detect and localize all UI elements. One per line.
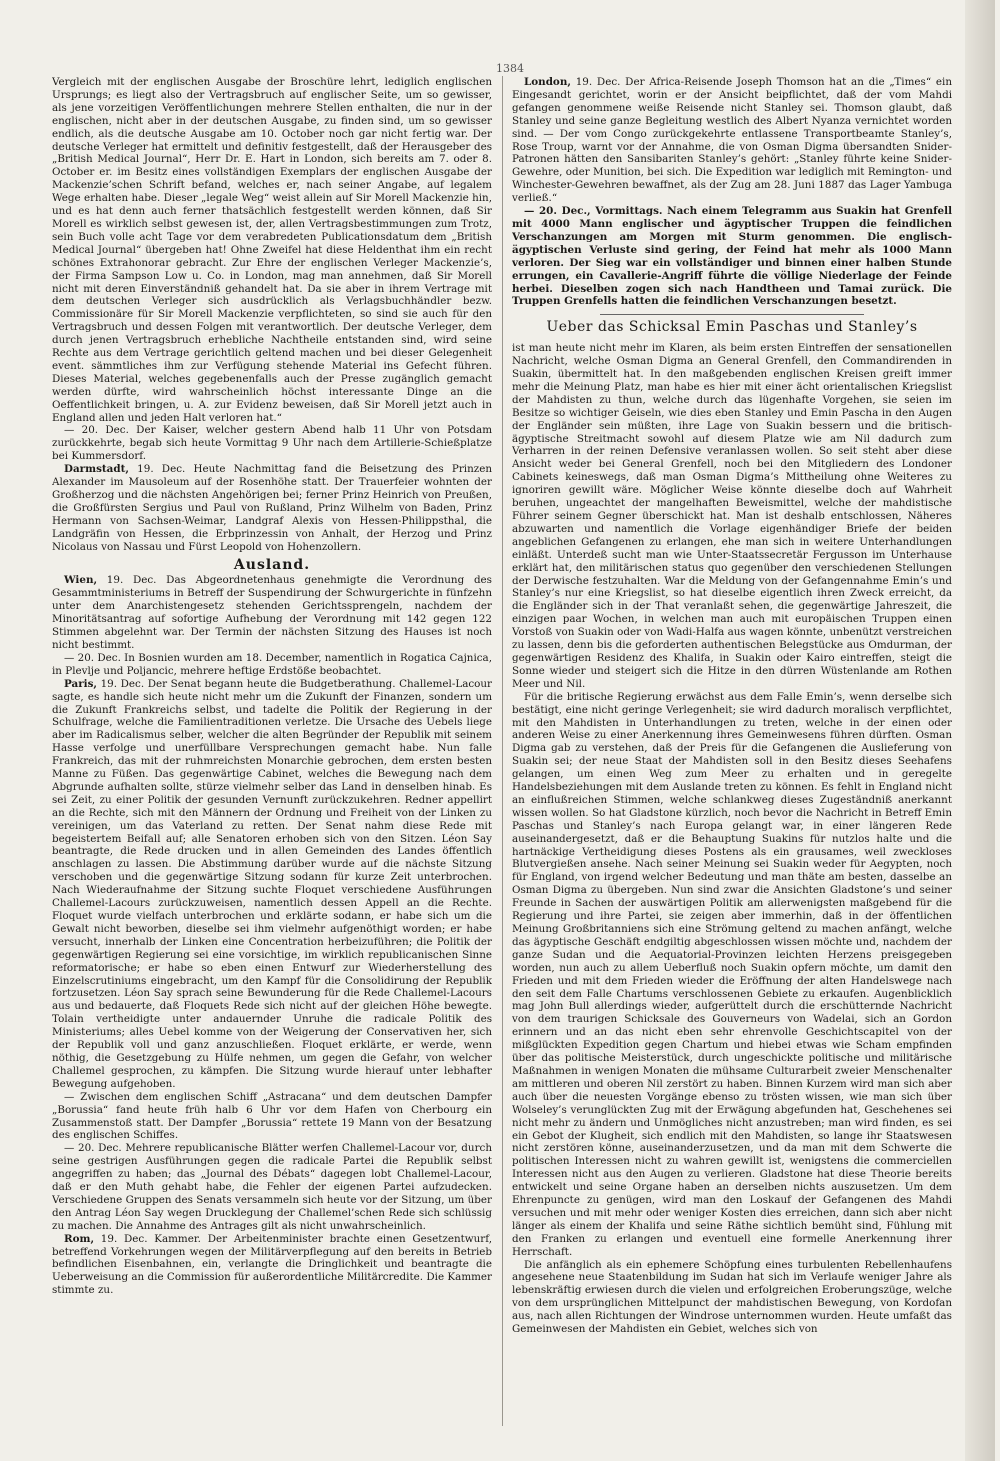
right-column [512,76,952,1426]
article-paragraph: — Zwischen dem englischen Schiff „Astracana“ und dem deutschen Dampfer „Borussia“ fand heute früh halb 6 Uhr vor dem Hafen von Cherbourg ein Zusammenstoß statt. Der Dampfer „Borussia“ rettete 19 Mann von der Besatzung des englischen Schiffes. [52,1090,492,1142]
article-paragraph: London, 19. Dec. Der Africa-Reisende Joseph Thomson hat an die „Times“ ein Eingesandt gerichtet, worin er der Ansicht beipflichtet, daß der vom Mahdi gefangen genommene weiße Reisende nicht Stanley sei. Thomson glaubt, daß Stanley und seine ganze Begleitung westlich des Albert Nyanza vernichtet worden sind. — Der vom Congo zurückgekehrte entlassene Transportbeamte Stanley’s, Rose Troup, warnt vor der Annahme, die von Osman Digma übersandten Snider-Patronen hätten den Sansibariten Stanley’s gehört: „Stanley führte keine Snider-Gewehre, oder Munition, bei sich. Die Expedition war lediglich mit Remington- und Winchester-Gewehren bewaffnet, als der Zug am 28. Juni 1887 das Lager Yambuga verließ.“ [512,76,952,205]
article-paragraph: Wien, 19. Dec. Das Abgeordnetenhaus genehmigte die Verordnung des Gesammtministeriums in Betreff der Suspendirung der Schwurgerichte in fünfzehn unter dem Anarchistengesetz stehenden Gerichtssprengeln, nachdem der Minoritätsantrag auf sofortige Aufhebung der Verordnung mit 142 gegen 122 Stimmen abgelehnt war. Der Termin der nächsten Sitzung des Hauses ist noch nicht bestimmt. [52,574,492,651]
left-column [52,76,492,1426]
article-paragraph: Rom, 19. Dec. Kammer. Der Arbeitenminister brachte einen Gesetzentwurf, betreffend Vorkehrungen wegen der Militärverpflegung auf den bereits in Betrieb befindlichen Eisenbahnen, ein, verlangte die Dringlichkeit und beantragte die Ueberweisung an die Commission für außerordentliche Militärcredite. Die Kammer stimmte zu. [52,1232,492,1297]
column-divider [502,76,503,1426]
article-paragraph: — 20. Dec. In Bosnien wurden am 18. December, namentlich in Rogatica Cajnica, in Plevlje und Poljancic, mehrere heftige Erdstöße beobachtet. [52,651,492,677]
separator-rule [600,314,864,315]
dateline-place: London, [524,76,571,88]
telegram-paragraph: — 20. Dec., Vormittags. Nach einem Telegramm aus Suakin hat Grenfell mit 4000 Mann englischer und ägyptischer Truppen die feindlichen Verschanzungen am Morgen mit Sturm genommen. Die englisch-ägyptischen Verluste sind gering, der Feind hat mehr als 1000 Mann verloren. Der Sieg war ein vollständiger und binnen einer halben Stunde errungen, ein Cavallerie-Angriff führte die völlige Niederlage der Feinde herbei. Dieselben zogen sich nach Handtheen und Tamai zurück. Die Truppen Grenfells hatten die feindlichen Verschanzungen besetzt. [512,205,952,308]
dateline-place: Paris, [64,677,98,690]
page-number: 1384 [496,62,524,75]
article-paragraph: Darmstadt, 19. Dec. Heute Nachmittag fand die Beisetzung des Prinzen Alexander im Mausoleum auf der Rosenhöhe statt. Der Trauerfeier wohnten der Großherzog und die nächsten Angehörigen bei; ferner Prinz Heinrich von Preußen, die Großfürsten Sergius und Paul von Rußland, Prinz Wilhelm von Baden, Prinz Hermann von Sachsen-Weimar, Landgraf Alexis von Hessen-Philippsthal, die Landgräfin von Hessen, die Erbprinzessin von Anhalt, der Herzog und Prinz Nicolaus von Nassau und Fürst Leopold von Hohenzollern. [52,463,492,553]
dateline-place: Wien, [64,574,98,587]
dateline-place: Rom, [64,1232,95,1245]
article-paragraph: ist man heute nicht mehr im Klaren, als beim ersten Eintreffen der sensationellen Nachricht, welche Osman Digma an General Grenfell, den Commandirenden in Suakin, übermittelt hat. In den maßgebenden englischen Kreisen greift immer mehr die Meinung Platz, man habe es hier mit einer ächt orientalischen Kriegslist der Mahdisten zu thun, welche durch das lügenhafte Vorgehen, sie seien im Besitze so wichtiger Geiseln, wie dies eben Stanley und Emin Pascha in den Augen der Engländer sein müßten, ihre Lage von Suakin bessern und die britisch-ägyptische Streitmacht sowohl auf diesem Platze wie am Nil dadurch zum Verharren in der reinen Defensive veranlassen wollen. So seit steht aber diese Ansicht weder bei General Grenfell, noch bei den Mitgliedern des Londoner Cabinets keineswegs, daß man Osman Digma’s Mittheilung ohne Weiteres zu ignoriren gewillt wäre. Möglicher Weise könnte dieselbe doch auf Wahrheit beruhen, ungeachtet der mangelhaften Beweismittel, welche der mahdistische Führer seinem Gegner überschickt hat. Man ist deshalb entschlossen, Näheres abzuwarten und namentlich die Vorlage eigenhändiger Briefe der beiden angeblichen Gefangenen zu erlangen, ehe man sich in weitere Unterhandlungen einläßt. Unterdeß sucht man wie Unter-Staatssecretär Fergusson im Unterhause erklärt hat, den militärischen status quo gegenüber den verschiedenen Stellungen der Derwische festzuhalten. War die Meldung von der Gefangennahme Emin’s und Stanley’s nur eine Kriegslist, so hat dieselbe eigentlich ihren Zweck erreicht, da die Engländer sich in der That veranlaßt sehen, die gegenwärtige Jahreszeit, die einzigen paar Wochen, in welchen man auch mit europäischen Truppen einen Vorstoß von Suakin oder von Wadi-Halfa aus wagen könnte, unbenützt verstreichen zu lassen, denn bis die geforderten authentischen Belegstücke aus Omdurman, der gegenwärtigen Residenz des Khalifa, in Suakin oder Kairo eintreffen, steigt die Sonne wieder und steigert sich die Hitze in den dürren Wüstenlande am Rothen Meer und Nil. [512,342,952,690]
section-heading: Ausland. [233,556,311,573]
article-paragraph: Für die britische Regierung erwächst aus dem Falle Emin’s, wenn derselbe sich bestätigt, eine nicht geringe Verlegenheit; sie wird dadurch moralisch verpflichtet, mit den Mahdisten in Unterhandlungen zu treten, welche in der einen oder anderen Weise zu einer Anerkennung ihres Gemeinwesens führen dürften. Osman Digma gab zu verstehen, daß der Preis für die Gefangenen die Auslieferung von Suakin sei; der neue Staat der Mahdisten soll in den Besitz dieses Seehafens gelangen, um einen Weg zum Meer zu erhalten und in geregelte Handelsbeziehungen mit dem Auslande treten zu können. Es fehlt in England nicht an einflußreichen Stimmen, welche schlankweg dieses Zugeständniß anerkannt wissen wollen. So hat Gladstone kürzlich, noch bevor die Nachricht in Betreff Emin Paschas und Stanley’s nach Europa gelangt war, in einer längeren Rede auseinandergesetzt, daß er die Behauptung Suakins für nutzlos halte und die hartnäckige Vertheidigung dieses Postens als ein grausames, weil zweckloses Blutvergießen ansehe. Nach seiner Meinung sei Suakin weder für Aegypten, noch für England, von irgend welcher Bedeutung und man thäte am besten, dasselbe an Osman Digma zu übergeben. Nun sind zwar die Ansichten Gladstone’s und seiner Freunde in Sachen der auswärtigen Politik am allerwenigsten maßgebend für die Regierung und ihre Partei, sie zeigen aber immerhin, daß in der öffentlichen Meinung Großbritanniens sich eine Strömung geltend zu machen anfängt, welche das ägyptische Geschäft endgiltig abgeschlossen wissen möchte und, nachdem der ganze Sudan und die Aequatorial-Provinzen leichten Herzens preisgegeben worden, nun auch zu allem Ueberfluß noch Suakin opfern möchte, um damit den Frieden und mit dem Frieden wieder die Eröffnung der alten Handelswege nach den seit dem Falle Chartums verschlossenen Gebiete zu erkaufen. Augenblicklich mag John Bull allerdings wieder, aufgerüttelt durch die erschütternde Nachricht von dem traurigen Schicksale des Gouverneurs von Wadelai, sich an Gordon erinnern und an das nicht eben sehr ehrenvolle Geschichtscapitel von der mißglückten Expedition gegen Chartum und hiebei etwas wie Scham empfinden über das politische Meisterstück, durch ungeschickte politische und militärische Maßnahmen in wenigen Monaten die mühsame Culturarbeit zweier Menschenalter am mittleren und oberen Nil zerstört zu haben. Binnen Kurzem wird man sich aber auch über die neuesten Vorgänge ebenso zu trösten wissen, wie man sich über Wolseley’s verunglückten Zug mit der Erwägung abgefunden hat, Geschehenes sei nicht mehr zu ändern und Unmögliches nicht anzustreben; man wird finden, es sei ein Gebot der Klugheit, sich endlich mit den Mahdisten, so lange ihr Staatswesen nicht zerstören könne, auseinanderzusetzen, und da man mit dem Schwerte die politischen Interessen nicht zu wahren gewillt ist, wenigstens die commerciellen Interessen nicht aus den Augen zu verlieren. Gladstone hat diese Theorie bereits entwickelt und seine Organe haben an derselben nichts auszusetzen. Um dem Ehrenpuncte zu genügen, wird man den Loskauf der Gefangenen des Mahdi versuchen und mit mehr oder weniger Kosten dies erreichen, dann sich aber nicht länger als einem der Khalifa und seine Räthe sichtlich bemüht sind, Fühlung mit den Franken zu erlangen und eventuell eine formelle Anerkennung ihrer Herrschaft. [512,690,952,1258]
page-edge [965,0,995,1461]
article-paragraph: Vergleich mit der englischen Ausgabe der Broschüre lehrt, lediglich englischen Ursprungs; es liegt also der Vertragsbruch auf englischer Seite, um so gewisser, als jene vorzeitigen Veröffentlichungen mehrere Stellen enthalten, die nur in der englischen, nicht aber in der deutschen Ausgabe, zu finden sind, um so gewisser endlich, als die deutsche Ausgabe am 10. October noch gar nicht fertig war. Der deutsche Verleger hat ermittelt und definitiv festgestellt, daß der Herausgeber des „British Medical Journal“, Herr Dr. E. Hart in London, sich bereits am 7. oder 8. October er. im Besitz eines vollständigen Exemplars der englischen Ausgabe der Mackenzie’schen Schrift befand, welches er, nach seiner Angabe, auf legalem Wege erhalten habe. Dieser „legale Weg“ weist allein auf Sir Morell Mackenzie hin, und es hat denn auch ferner thatsächlich festgestellt werden können, daß Sir Morell es wirklich selbst gewesen ist, der, allen Vertragsbestimmungen zum Trotz, sein Buch volle acht Tage vor dem verabredeten Publicationsdatum dem „British Medical Journal“ übergeben hat! Ohne Zweifel hat diese Heldenthat ihm ein recht schönes Extrahonorar gebracht. Zur Ehre der englischen Verleger Mackenzie’s, der Firma Sampson Low u. Co. in London, mag man annehmen, daß Sir Morell nicht mit deren Einverständniß gehandelt hat. Da sie aber in ihrem Vertrage mit dem deutschen Verleger sich ausdrücklich als Verlagsbuchhändler bezw. Commissionäre für Sir Morell Mackenzie verpflichteten, so sind sie auch für den Vertragsbruch und dessen Folgen mit verantwortlich. Der deutsche Verleger, dem durch jenen Vertragsbruch erhebliche Nachtheile entstanden sind, wird seine Rechte aus dem Vertrage gerichtlich geltend machen und bei dieser Gelegenheit event. sämmtliches ihm zur Verfügung stehende Material ins Gefecht führen. Dieses Material, welches gegebenenfalls auch der Presse zugänglich gemacht werden dürfte, wird wahrscheinlich höchst interessante Dinge an die Oeffentlichkeit bringen, u. A. zur Evidenz beweisen, daß Sir Morell jetzt auch in England allen und jeden Halt verloren hat.“ [52,76,492,424]
dateline-place: Darmstadt, [64,463,129,476]
article-paragraph: Die anfänglich als ein ephemere Schöpfung eines turbulenten Rebellenhaufens angesehene neue Staatenbildung im Sudan hat sich im Verlaufe weniger Jahre als lebenskräftig erwiesen durch die vielen und erfolgreichen Eroberungszüge, welche von dem ursprünglichen Mittelpunct der mahdistischen Bewegung, von Kordofan aus, nach allen Richtungen der Windrose unternommen wurden. Heute umfaßt das Gemeinwesen der Mahdisten ein Gebiet, welches sich von [512,1258,952,1336]
article-paragraph: — 20. Dec. Mehrere republicanische Blätter werfen Challemel-Lacour vor, durch seine gestrigen Ausführungen gegen die radicale Partei die Republik selbst angegriffen zu haben; das „Journal des Débats“ dagegen lobt Challemel-Lacour, daß er den Muth gehabt habe, die Fehler der eigenen Partei aufzudecken. Verschiedene Gruppen des Senats versammeln sich heute vor der Sitzung, um über den Antrag Léon Say wegen Drucklegung der Challemel’schen Rede sich schlüssig zu machen. Die Annahme des Antrages gilt als nicht unwahrscheinlich. [52,1142,492,1232]
article-paragraph: — 20. Dec. Der Kaiser, welcher gestern Abend halb 11 Uhr von Potsdam zurückkehrte, begab sich heute Vormittag 9 Uhr nach dem Artillerie-Schießplatze bei Kummersdorf. [52,424,492,463]
article-headline: Ueber das Schicksal Emin Paschas und Stanley’s [546,319,918,336]
newspaper-page [52,62,954,1432]
article-paragraph: Paris, 19. Dec. Der Senat begann heute die Budgetberathung. Challemel-Lacour sagte, es handle sich heute nicht mehr um die Zukunft der Finanzen, sondern um die Zukunft Frankreichs selbst, und tadelte die Politik der Regierung in der Schulfrage, welche die Familientraditionen verletze. Die Ursache des Uebels liege aber im Radicalismus selber, welcher die alten Begründer der Republik mit seinem Hasse verfolge und unerfüllbare Versprechungen gemacht habe. Nun falle Frankreich, das mit der ruhmreichsten Monarchie gebrochen, dem ersten besten Manne zu Füßen. Das gegenwärtige Cabinet, welches die Bewegung nach dem Abgrunde aufhalten sollte, stürze vielmehr selber das Land in denselben hinab. Es sei Zeit, zu einer Politik der gesunden Vernunft zurückzukehren. Redner appellirt an die Rechte, sich mit den Männern der Ordnung und Freiheit von der Linken zu vereinigen, um das Vaterland zu retten. Der Senat nahm diese Rede mit begeistertem Beifall auf; alle Senatoren erhoben sich von den Sitzen. Léon Say beantragte, die Rede drucken und in allen Gemeinden des Landes öffentlich anschlagen zu lassen. Die Abstimmung darüber wurde auf die nächste Sitzung verschoben und die gegenwärtige Sitzung sodann für kurze Zeit unterbrochen. Nach Wiederaufnahme der Sitzung suchte Floquet verschiedene Ausführungen Challemel-Lacours zurückzuweisen, namentlich dessen Appell an die Rechte. Floquet wurde vielfach unterbrochen und erklärte sodann, er habe sich um die Gewalt nicht beworben, dieselbe sei ihm vielmehr aufgenöthigt worden; er habe versucht, innerhalb der Linken eine Concentration herbeizuführen; die Politik der gegenwärtigen Regierung sei eine vorsichtige, im wirklich republicanischen Sinne reformatorische; er habe so eben einen Entwurf zur Wiederherstellung des Einzelscrutiniums eingebracht, um den Kampf für die Consolidirung der Republik fortzusetzen. Léon Say sprach seine Bewunderung für die Rede Challemel-Lacours aus und bedauerte, daß Floquets Rede sich nicht auf der gleichen Höhe bewegte. Tolain vertheidigte unter andauernder Unruhe die radicale Politik des Ministeriums; alles Uebel komme von der Weigerung der Conservativen her, sich der Republik voll und ganz anzuschließen. Floquet erklärte, er werde, wenn nöthig, die Gesetzgebung zu Hülfe nehmen, um gegen die Gefahr, von welcher Challemel gesprochen, zu kämpfen. Die Sitzung wurde hierauf unter lebhafter Bewegung aufgehoben. [52,677,492,1090]
